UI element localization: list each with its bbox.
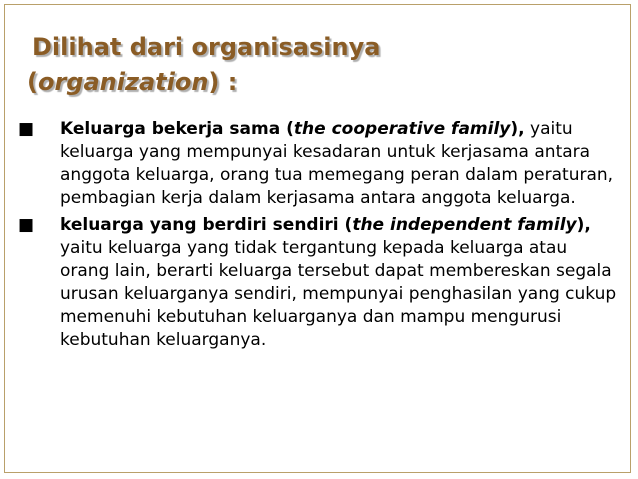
- slide-title: [27, 30, 381, 100]
- title-organization: organization: [37, 68, 209, 96]
- item-term: keluarga yang berdiri sendiri (: [60, 215, 353, 235]
- item-term-english: the cooperative family: [293, 119, 511, 139]
- title-line-1: Dilihat dari organisasinya: [32, 33, 381, 61]
- title-line-2: [27, 65, 380, 100]
- list-item-cooperative-family: [18, 118, 618, 210]
- item-description: yaitu keluarga yang tidak tergantung kepada keluarga atau orang lain, berarti keluarga tersebut dapat membereskan segala urusan keluarganya sendiri, mempunyai penghasilan yang cukup memenuhi kebutuhan keluarganya dan mampu mengurusi kebutuhan keluarganya.: [60, 238, 617, 350]
- item-term-close: ),: [576, 215, 591, 235]
- title-open-paren: (: [27, 68, 38, 96]
- bullet-icon: ■: [18, 215, 35, 235]
- list-item-independent-family: [18, 214, 618, 352]
- item-term-english: the independent family: [352, 215, 577, 235]
- item-description: yaitu keluarga yang mempunyai kesadaran untuk kerjasama antara anggota keluarga, orang tua memegang peran dalam peraturan, pembagian kerja dalam kerjasama antara anggota keluarga.: [60, 119, 614, 208]
- bullet-list: [18, 118, 618, 356]
- title-close: ) :: [208, 68, 238, 96]
- item-term: Keluarga bekerja sama (: [60, 119, 294, 139]
- item-term-close: ),: [510, 119, 525, 139]
- bullet-icon: ■: [18, 119, 35, 139]
